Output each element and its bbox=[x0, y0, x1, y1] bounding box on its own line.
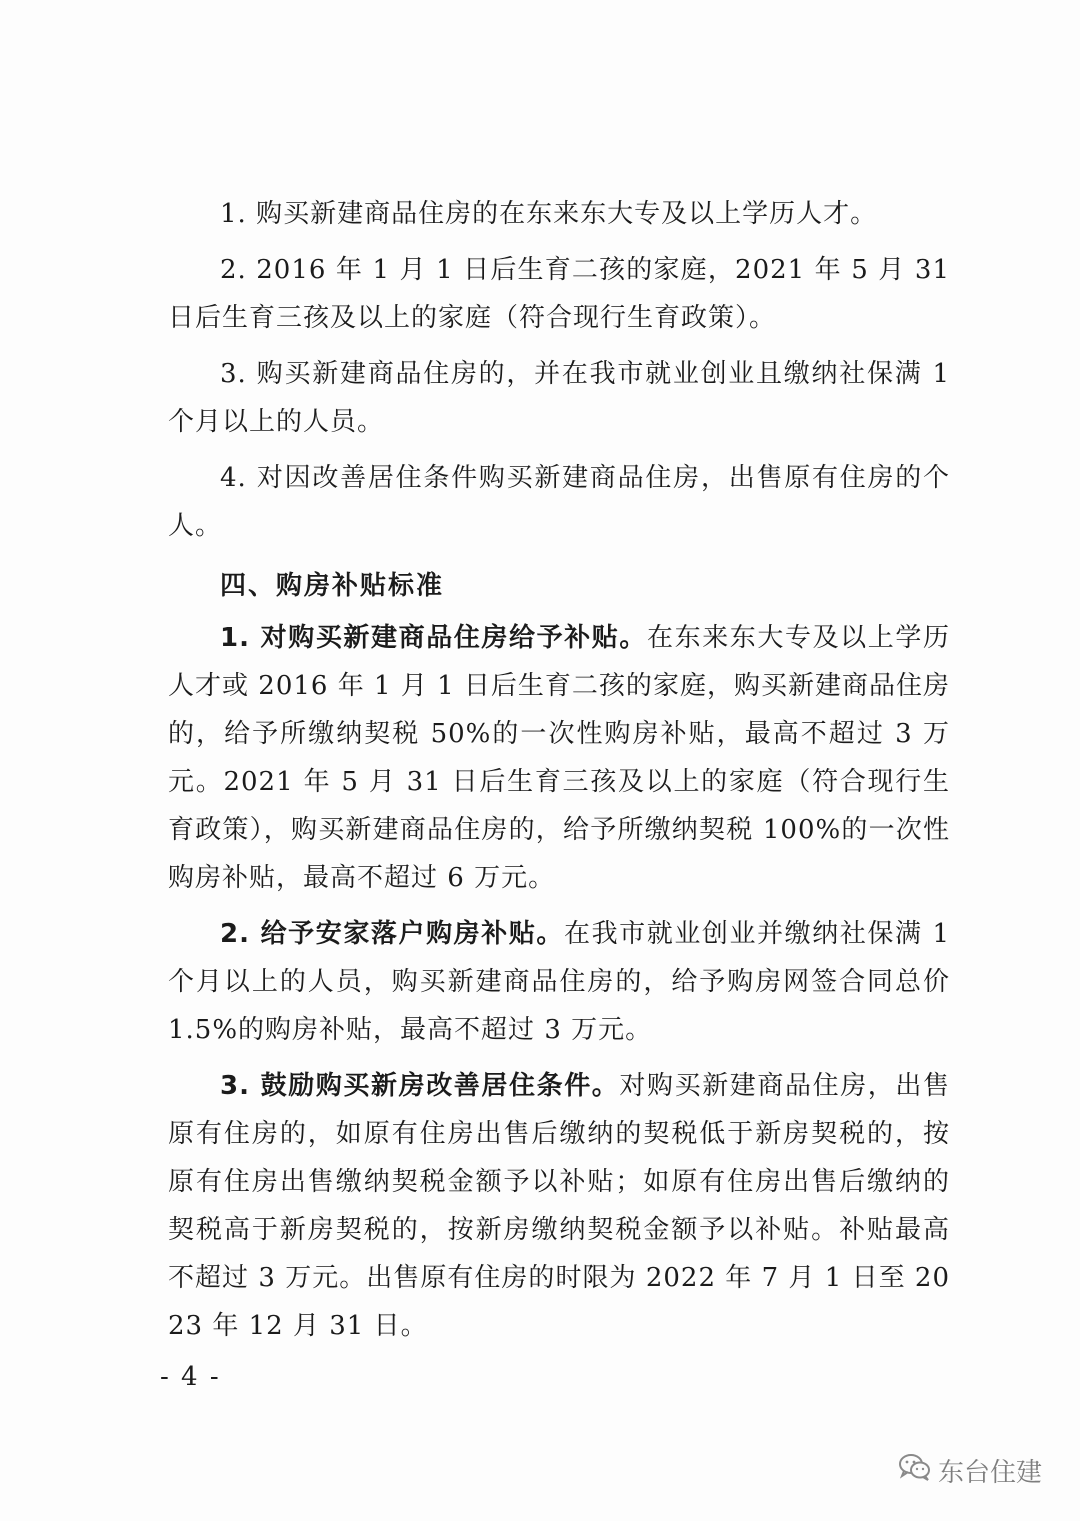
watermark bbox=[898, 1452, 1042, 1489]
watermark-text: 东台住建 bbox=[938, 1458, 1043, 1488]
subsidy-item-1-text: 在东来东大专及以上学历人才或 2016 年 1 月 1 日后生育二孩的家庭，购买新建商品住房的，给予所缴纳契税 50%的一次性购房补贴，最高不超过 3 万元。2021 年 5 月 31 日后生育三孩及以上的家庭（符合现行生育政策），购买新建商品住房的，给予所缴纳契税 100%的一次性购房补贴，最高不超过 6 万元。 bbox=[168, 623, 950, 893]
subsidy-item-2-text: 在我市就业创业并缴纳社保满 1 个月以上的人员，购买新建商品住房的，给予购房网签合同总价 1.5%的购房补贴，最高不超过 3 万元。 bbox=[168, 919, 950, 1045]
wechat-icon bbox=[898, 1452, 938, 1489]
paragraph-4: 4. 对因改善居住条件购买新建商品住房，出售原有住房的个人。 bbox=[168, 463, 950, 541]
subsidy-item-3-lead: 3. 鼓励购买新房改善居住条件。 bbox=[220, 1071, 620, 1101]
paragraph-1: 1. 购买新建商品住房的在东来东大专及以上学历人才。 bbox=[220, 199, 878, 229]
subsidy-item-2-lead: 2. 给予安家落户购房补贴。 bbox=[220, 919, 565, 949]
subsidy-item-1-lead: 1. 对购买新建商品住房给予补贴。 bbox=[220, 623, 647, 653]
page-number: - 4 - bbox=[160, 1362, 221, 1392]
paragraph-3: 3. 购买新建商品住房的，并在我市就业创业且缴纳社保满 1 个月以上的人员。 bbox=[168, 359, 950, 437]
document-body bbox=[168, 190, 950, 1350]
paragraph-2: 2. 2016 年 1 月 1 日后生育二孩的家庭，2021 年 5 月 31 日后生育三孩及以上的家庭（符合现行生育政策）。 bbox=[168, 255, 950, 333]
subsidy-item-1 bbox=[168, 614, 950, 902]
subsidy-item-3 bbox=[168, 1062, 950, 1350]
subsidy-item-2 bbox=[168, 910, 950, 1054]
section-heading: 四、购房补贴标准 bbox=[220, 571, 445, 601]
subsidy-item-3-text: 对购买新建商品住房，出售原有住房的，如原有住房出售后缴纳的契税低于新房契税的，按原有住房出售缴纳契税金额予以补贴；如原有住房出售后缴纳的契税高于新房契税的，按新房缴纳契税金额予以补贴。补贴最高不超过 3 万元。出售原有住房的时限为 2022 年 7 月 1 日至 2023 年 12 月 31 日。 bbox=[168, 1071, 950, 1341]
